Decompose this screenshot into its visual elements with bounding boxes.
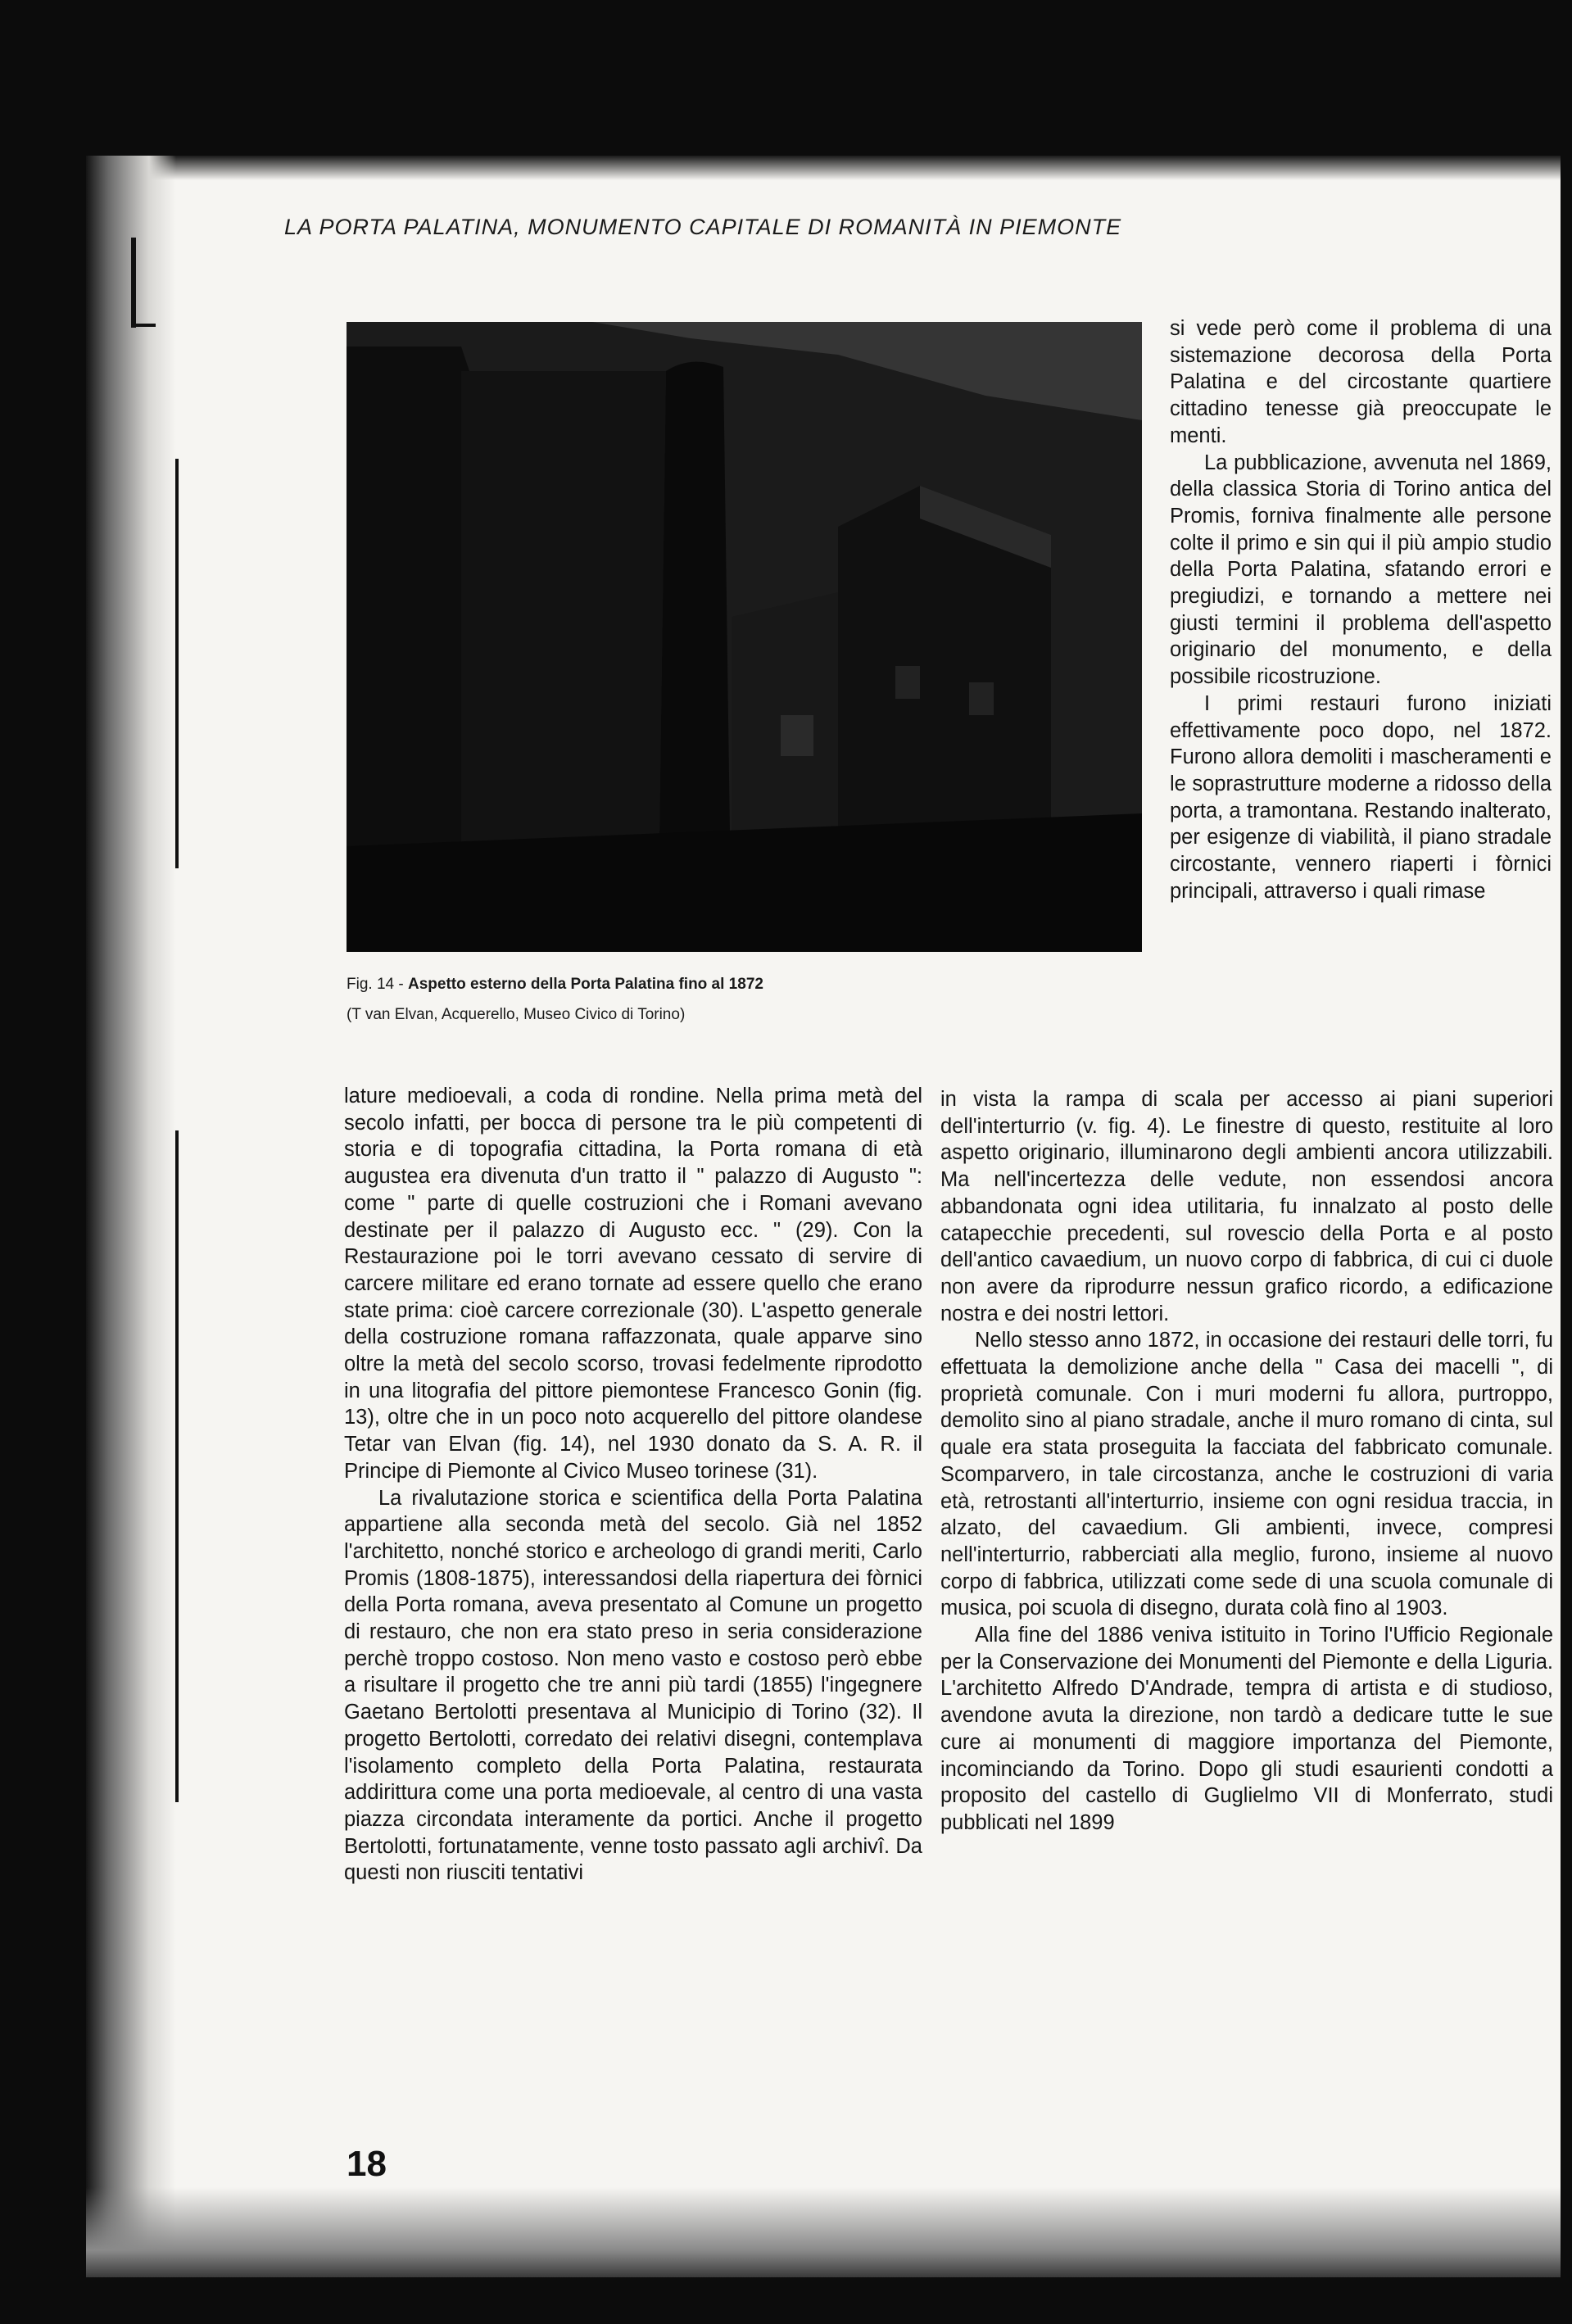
margin-mark bbox=[131, 238, 136, 328]
scan-shadow-top bbox=[86, 156, 1561, 180]
page-number: 18 bbox=[347, 2144, 387, 2184]
paragraph: La pubblicazione, avvenuta nel 1869, della classica Storia di Torino antica del Promis, forniva finalmente alle persone colte il primo e sin qui il più ampio studio della Porta Palatina, sfatando errori e pregiudizi, e tornando a mettere nei giusti termini il problema dell'aspetto originario del monumento, e della possibile ricostruzione. bbox=[1170, 451, 1552, 689]
paragraph: lature medioevali, a coda di rondine. Nella prima metà del secolo infatti, per bocca di persone tra le più competenti di storia e di topografia cittadina, la Porta romana di età augustea era divenuta d'un tratto il " palazzo di Augusto ": come " parte di quelle costruzioni che i Romani avevano destinate per il palazzo di Augusto ecc. " (29). Con la Restaurazione poi le torri avevano cessato di servire di carcere militare ed erano tornate ad essere quello che erano state prima: cioè carcere correzionale (30). L'aspetto generale della costruzione romana raffazzonata, quale apparve sino oltre la metà del secolo scorso, trovasi fedelmente riprodotto in una litografia del pittore piemontese Francesco Gonin (fig. 13), oltre che in un poco noto acquerello del pittore olandese Tetar van Elvan (fig. 14), nel 1930 donato da S. A. R. il Principe di Piemonte al Civico Museo torinese (31). bbox=[344, 1085, 922, 1483]
margin-mark bbox=[175, 1130, 179, 1802]
porta-palatina-illustration bbox=[347, 322, 1142, 952]
margin-mark bbox=[175, 459, 179, 868]
running-header: LA PORTA PALATINA, MONUMENTO CAPITALE DI ROMANITÀ IN PIEMONTE bbox=[284, 215, 1122, 239]
scan-shadow-left bbox=[86, 156, 176, 2277]
paragraph: La rivalutazione storica e scientifica della Porta Palatina appartiene alla seconda metà del secolo. Già nel 1852 l'architetto, nonché storico e archeologo di grandi meriti, Carlo Promis (1808-1875), interessandosi della riapertura dei fòrnici della Porta romana, aveva presentato al Comune un progetto di restauro, che non era stato preso in seria considerazione perchè troppo costoso. Non meno vasto e costoso però ebbe a risultare il progetto che tre anni più tardi (1855) l'ingegnere Gaetano Bertolotti presentava al Municipio di Torino (32). Il progetto Bertolotti, corredato dei relativi disegni, contemplava l'isolamento completo della Porta Palatina, restaurata addirittura come una porta medioevale, al centro di una vasta piazza circondata interamente da portici. Anche il progetto Bertolotti, fortunatamente, venne tosto passato agli archivî. Da questi non riusciti tentativi bbox=[344, 1486, 922, 1885]
caption-title: Aspetto esterno della Porta Palatina fino al 1872 bbox=[407, 976, 763, 993]
paragraph: Nello stesso anno 1872, in occasione dei restauri delle torri, fu effettuata la demolizione anche della " Casa dei macelli ", di proprietà comunale. Con i muri moderni fu allora, purtroppo, demolito sino al piano stradale, anche il muro romano di cinta, sul quale era stata proseguita la facciata del fabbricato comunale. Scomparvero, in tale circostanza, anche le costruzioni di varia età, retrostanti all'interturrio, insieme con ogni residua traccia, in alzato, del cavaedium. Gli ambienti, invece, compresi nell'interturrio, rabberciati alla meglio, furono, insieme al nuovo corpo di fabbrica, utilizzati come sede di una scuola comunale di musica, poi scuola di disegno, durata colà fino al 1903. bbox=[940, 1329, 1553, 1620]
paragraph: si vede però come il problema di una sistemazione decorosa della Porta Palatina e del circostante quartiere cittadino tenesse già preoccupate le menti. bbox=[1170, 317, 1552, 447]
body-column-left bbox=[344, 1083, 922, 1887]
body-column-right-top bbox=[1170, 315, 1552, 904]
scan-shadow-bottom bbox=[86, 2187, 1561, 2277]
figure-caption bbox=[347, 976, 1084, 994]
caption-label: Fig. 14 - bbox=[347, 976, 408, 993]
paragraph: Alla fine del 1886 veniva istituito in Torino l'Ufficio Regionale per la Conservazione dei Monumenti del Piemonte e della Liguria. L'architetto Alfredo D'Andrade, tempra di artista e di studioso, avendone avuta la direzione, non tardò a dedicare tutte le sue cure ai monumenti di maggiore importanza del Piemonte, incominciando da Torino. Dopo gli studi esaurienti condotti a proposito del castello di Guglielmo VII di Monferrato, studi pubblicati nel 1899 bbox=[940, 1624, 1553, 1834]
margin-mark bbox=[131, 324, 156, 327]
paragraph: in vista la rampa di scala per accesso ai piani superiori dell'interturrio (v. fig. 4). Le finestre di questo, restituite al loro aspetto originario, illuminarono degli ambienti ancora utilizzabili. Ma nell'incertezza delle vedute, non essendosi ancora abbandonata ogni idea utilitaria, fu innalzato al posto delle catapecchie precedenti, sul rovescio della Porta e al posto dell'antico cavaedium, un nuovo corpo di fabbrica, di cui ci duole non avere da riprodurre nessun grafico ricordo, a edificazione nostra e dei nostri lettori. bbox=[940, 1088, 1553, 1325]
body-column-right-bottom bbox=[940, 1086, 1553, 1837]
paragraph: I primi restauri furono iniziati effettivamente poco dopo, nel 1872. Furono allora demoliti i mascheramenti e le soprastrutture moderne a ridosso della porta, a tramontana. Restando inalterato, per esigenze di viabilità, il piano stradale circostante, vennero riaperti i fòrnici principali, attraverso i quali rimase bbox=[1170, 691, 1552, 903]
figure-watercolor bbox=[347, 322, 1142, 952]
figure-credit: (T van Elvan, Acquerello, Museo Civico di Torino) bbox=[347, 1006, 686, 1023]
